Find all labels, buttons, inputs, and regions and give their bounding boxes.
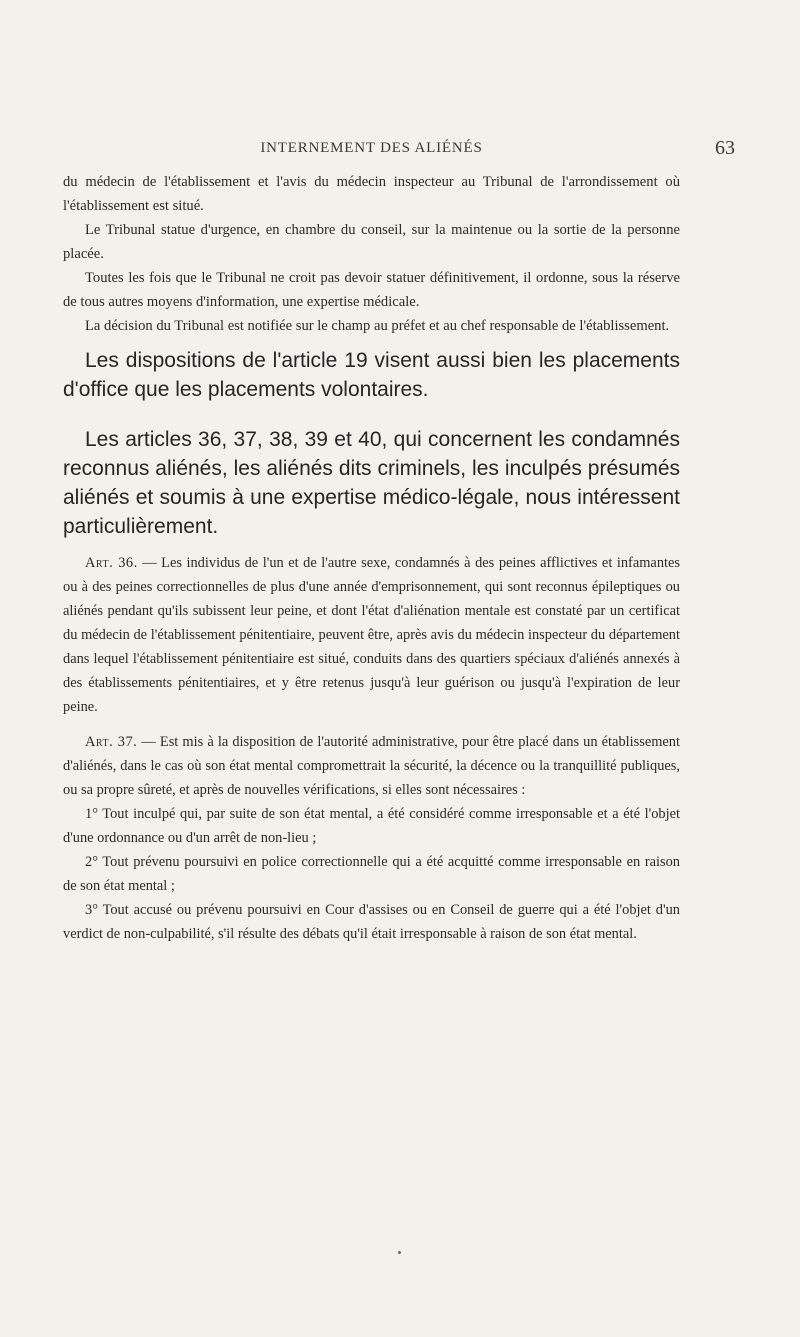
page-number: 63 — [715, 137, 735, 159]
article-text: — Les individus de l'un et de l'autre sexe, condamnés à des peines afflictives et infamantes ou à des peines correctionnelles de plus d'une année d'emprisonnement, qui sont reconnus épileptiques ou aliénés pendant qu'ils subissent leur peine, et dont l'état d'aliénation mentale est constaté par un certificat du médecin de l'établissement pénitentiaire, peuvent être, après avis du médecin inspecteur du département dans lequel l'établissement pénitentiaire est situé, conduits dans des quartiers spéciaux d'aliénés annexés à des établissements pénitentiaires, et y être retenus jusqu'à leur guérison ou jusqu'à l'expiration de leur peine. — [63, 555, 680, 715]
commentary-paragraph: Les dispositions de l'article 19 visent aussi bien les placements d'office que les placements volontaires. — [63, 349, 680, 401]
ink-speck — [398, 1251, 401, 1254]
body-text — [63, 170, 680, 946]
paragraph: La décision du Tribunal est notifiée sur le champ au préfet et au chef responsable de l'établissement. — [85, 318, 670, 334]
article-label: Art. 37. — [85, 734, 138, 750]
enumerated-item: 3° Tout accusé ou prévenu poursuivi en Cour d'assises ou en Conseil de guerre qui a été l'objet d'un verdict de non-culpabilité, s'il résulte des débats qu'il était irresponsable à raison de son état mental. — [63, 902, 680, 942]
article-36 — [63, 551, 680, 719]
enumerated-item: 1° Tout inculpé qui, par suite de son état mental, a été considéré comme irresponsable et a été l'objet d'une ordonnance ou d'un arrêt de non-lieu ; — [63, 806, 680, 846]
commentary-paragraph: Les articles 36, 37, 38, 39 et 40, qui concernent les condamnés reconnus aliénés, les aliénés dits criminels, les inculpés présumés aliénés et soumis à une expertise médico-légale, nous intéressent particulièrement. — [63, 428, 680, 538]
paragraph: Le Tribunal statue d'urgence, en chambre du conseil, sur la maintenue ou la sortie de la personne placée. — [63, 222, 680, 262]
paragraph: du médecin de l'établissement et l'avis du médecin inspecteur au Tribunal de l'arrondissement où l'établissement est situé. — [63, 174, 680, 214]
law-articles — [63, 551, 680, 946]
article-text: — Est mis à la disposition de l'autorité administrative, pour être placé dans un établissement d'aliénés, dans le cas où son état mental compromettrait la sécurité, la décence ou la tranquillité publiques, ou sa propre sûreté, et après de nouvelles vérifications, si elles sont nécessaires : — [63, 734, 680, 798]
article-label: Art. 36. — [85, 555, 138, 571]
enumerated-item: 2° Tout prévenu poursuivi en police correctionnelle qui a été acquitté comme irresponsable en raison de son état mental ; — [63, 854, 680, 894]
page-header — [63, 137, 735, 162]
running-title: INTERNEMENT DES ALIÉNÉS — [260, 140, 483, 156]
tribunal-procedure-section — [63, 170, 680, 338]
commentary-block — [63, 425, 680, 541]
commentary-block — [63, 346, 680, 404]
article-37 — [63, 730, 680, 802]
paragraph: Toutes les fois que le Tribunal ne croit pas devoir statuer définitivement, il ordonne, sous la réserve de tous autres moyens d'information, une expertise médicale. — [63, 270, 680, 310]
